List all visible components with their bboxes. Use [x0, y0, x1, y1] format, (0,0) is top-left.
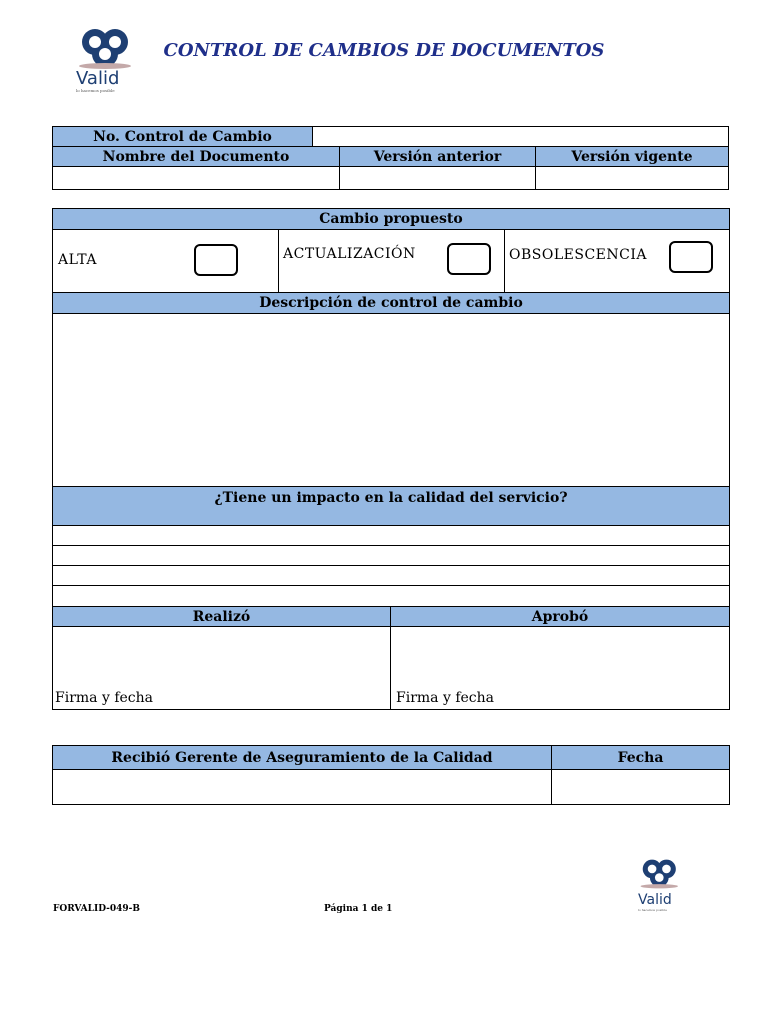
form-code: FORVALID-049-B [53, 904, 141, 914]
alta-checkbox[interactable] [194, 244, 238, 276]
realizo-header: Realizó [52, 606, 391, 627]
no-control-label: No. Control de Cambio [52, 126, 313, 147]
version-anterior-field[interactable] [339, 166, 536, 190]
logo-tagline: lo hacemos posible [76, 88, 115, 93]
obsolescencia-checkbox[interactable] [669, 241, 713, 273]
version-vigente-field[interactable] [535, 166, 729, 190]
cambio-propuesto-header: Cambio propuesto [52, 208, 730, 230]
recibio-gerente-header: Recibió Gerente de Aseguramiento de la Calidad [52, 745, 552, 770]
nombre-documento-label: Nombre del Documento [52, 146, 340, 167]
impacto-line-4[interactable] [52, 585, 730, 607]
firma-fecha-right: Firma y fecha [396, 690, 494, 706]
footer-logo-mark-icon [634, 856, 686, 892]
fecha-header: Fecha [551, 745, 730, 770]
version-vigente-label: Versión vigente [535, 146, 729, 167]
page-number: Página 1 de 1 [324, 904, 393, 914]
impacto-label: ¿Tiene un impacto en la calidad del servicio? [214, 490, 568, 506]
page-title: CONTROL DE CAMBIOS DE DOCUMENTOS [163, 40, 605, 61]
version-anterior-label: Versión anterior [339, 146, 536, 167]
no-control-field[interactable] [312, 126, 729, 147]
descripcion-header: Descripción de control de cambio [52, 292, 730, 314]
impacto-line-3[interactable] [52, 565, 730, 586]
logo-text: Valid [76, 68, 120, 89]
firma-fecha-left: Firma y fecha [55, 690, 153, 706]
footer-logo [634, 856, 690, 916]
footer-logo-tagline: lo hacemos posible [638, 908, 667, 912]
footer-logo-text: Valid [638, 892, 672, 908]
recibio-gerente-field[interactable] [52, 769, 552, 805]
descripcion-field[interactable] [52, 313, 730, 487]
alta-label: ALTA [58, 252, 97, 268]
nombre-documento-field[interactable] [52, 166, 340, 190]
actualizacion-label: ACTUALIZACIÓN [283, 246, 416, 262]
impacto-line-2[interactable] [52, 545, 730, 566]
obsolescencia-label: OBSOLESCENCIA [509, 247, 647, 263]
impacto-header [52, 486, 730, 526]
fecha-field[interactable] [551, 769, 730, 805]
aprobo-header: Aprobó [390, 606, 730, 627]
actualizacion-checkbox[interactable] [447, 243, 491, 275]
impacto-line-1[interactable] [52, 525, 730, 546]
